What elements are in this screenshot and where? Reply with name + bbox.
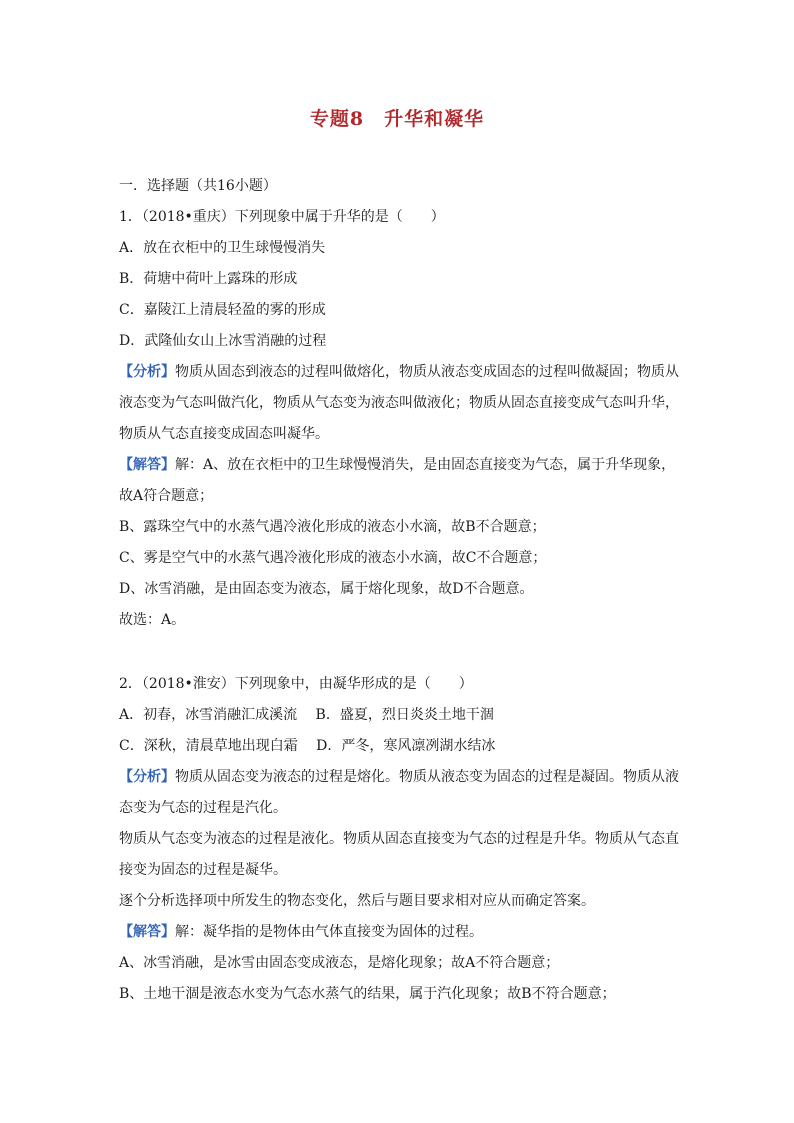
q2-answer-line — [119, 922, 483, 942]
q1-analysis-text-2: 液态变为气态叫做汽化，物质从气态变为液态叫做液化；物质从固态直接变成气态叫升华， — [119, 395, 679, 411]
q1-answer-text-5: D、冰雪消融，是由固态变为液态，属于熔化现象，故D不合题意。 — [119, 581, 534, 597]
q2-options-cd: C．深秋，清晨草地出现白霜 D．严冬，寒风凛冽湖水结冰 — [119, 738, 496, 754]
q1-answer-text-2: 故A符合题意； — [119, 488, 214, 504]
q2-answer-text-3: B、土地干涸是液态水变为气态水蒸气的结果，属于汽化现象；故B不符合题意； — [119, 986, 616, 1002]
q2-analysis-text-2: 态变为气态的过程是汽化。 — [119, 800, 287, 816]
q1-stem: 1．（2018•重庆）下列现象中属于升华的是（ ） — [119, 209, 445, 225]
q1-option-c: C．嘉陵江上清晨轻盈的雾的形成 — [119, 302, 326, 318]
q2-answer-text-1: 解：凝华指的是物体由气体直接变为固体的过程。 — [175, 924, 483, 940]
q2-answer-tag: 【解答】 — [119, 924, 175, 940]
q1-option-d: D．武隆仙女山上冰雪消融的过程 — [119, 333, 327, 349]
q1-answer-tag: 【解答】 — [119, 457, 175, 473]
q1-option-b: B．荷塘中荷叶上露珠的形成 — [119, 271, 298, 287]
q1-option-a: A．放在衣柜中的卫生球慢慢消失 — [119, 240, 326, 256]
q2-answer-text-2: A、冰雪消融，是冰雪由固态变成液态，是熔化现象；故A不符合题意； — [119, 955, 560, 971]
q2-analysis-line — [119, 767, 679, 787]
q2-stem: 2．（2018•淮安）下列现象中，由凝华形成的是（ ） — [119, 676, 473, 692]
q1-analysis-tag: 【分析】 — [119, 364, 175, 380]
q2-analysis-text-3: 物质从气态变为液态的过程是液化。物质从固态直接变为气态的过程是升华。物质从气态直 — [119, 831, 679, 847]
q1-answer-text-4: C、雾是空气中的水蒸气遇冷液化形成的液态小水滴，故C不合题意； — [119, 550, 547, 566]
q1-analysis-text-1: 物质从固态到液态的过程叫做熔化，物质从液态变成固态的过程叫做凝固；物质从 — [175, 364, 679, 380]
q1-answer-text-1: 解：A、放在衣柜中的卫生球慢慢消失，是由固态直接变为气态，属于升华现象， — [175, 457, 676, 473]
section-heading: 一．选择题（共16小题） — [119, 178, 277, 194]
q2-analysis-text-1: 物质从固态变为液态的过程是熔化。物质从液态变为固态的过程是凝固。物质从液 — [175, 769, 679, 785]
q1-analysis-text-3: 物质从气态直接变成固态叫凝华。 — [119, 426, 329, 442]
page-title: 专题8 升华和凝华 — [309, 108, 485, 130]
q2-analysis-text-5: 逐个分析选择项中所发生的物态变化，然后与题目要求相对应从而确定答案。 — [119, 893, 595, 909]
q1-answer-line — [119, 455, 675, 475]
q1-analysis-line — [119, 362, 679, 382]
q2-options-ab: A．初春，冰雪消融汇成溪流 B．盛夏，烈日炎炎土地干涸 — [119, 707, 494, 723]
q2-analysis-text-4: 接变为固态的过程是凝华。 — [119, 862, 287, 878]
q1-answer-text-3: B、露珠空气中的水蒸气遇冷液化形成的液态小水滴，故B不合题意； — [119, 519, 546, 535]
q1-choice: 故选：A。 — [119, 612, 186, 628]
q2-analysis-tag: 【分析】 — [119, 769, 175, 785]
